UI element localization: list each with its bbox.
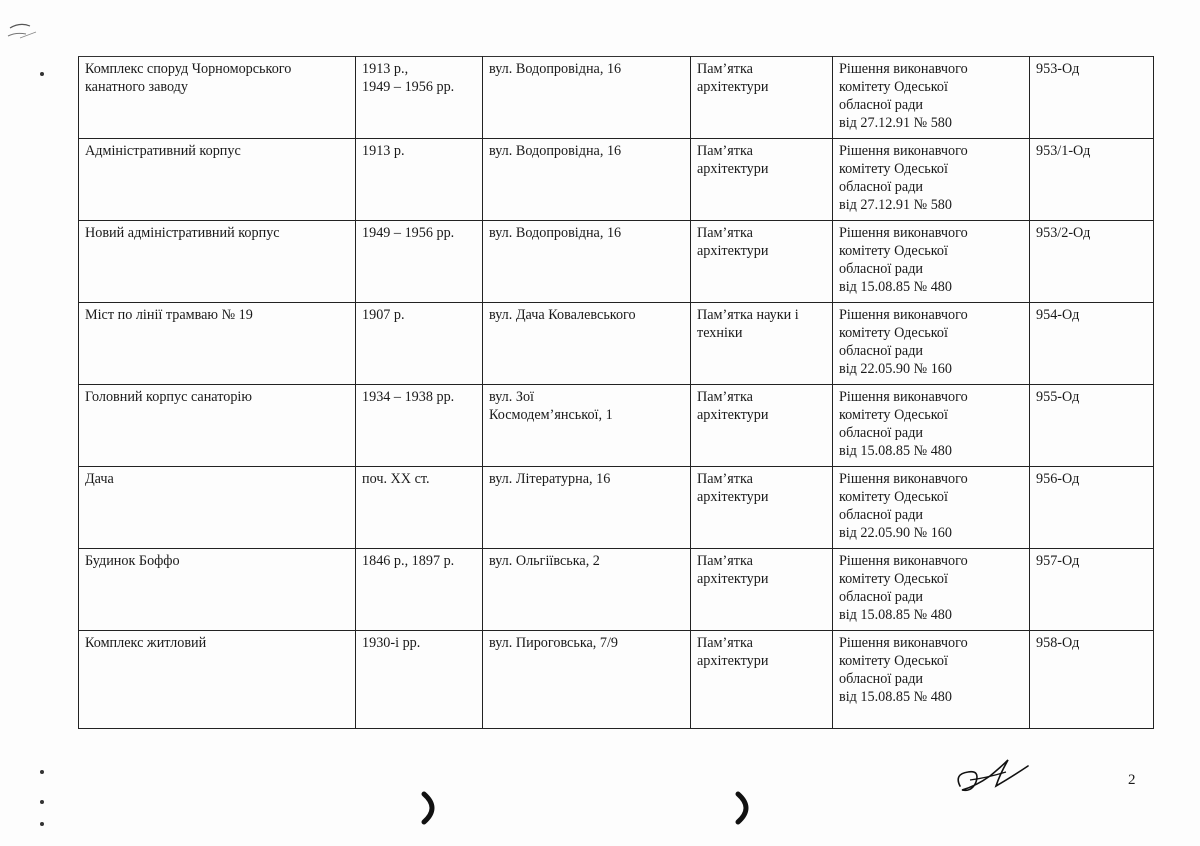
registry-number-cell: 954-Од — [1030, 303, 1154, 385]
date-cell: 1934 – 1938 рр. — [356, 385, 483, 467]
decision-cell: Рішення виконавчого комітету Одеської обласної ради від 15.08.85 № 480 — [833, 221, 1030, 303]
address-cell: вул. Водопровідна, 16 — [483, 57, 691, 139]
address-cell: вул. Зої Космодем’янської, 1 — [483, 385, 691, 467]
scan-dot — [40, 72, 44, 76]
registry-number-cell: 958-Од — [1030, 631, 1154, 729]
registry-number-cell: 953/1-Од — [1030, 139, 1154, 221]
binder-hole-mark — [732, 790, 756, 826]
decision-cell: Рішення виконавчого комітету Одеської обласної ради від 15.08.85 № 480 — [833, 631, 1030, 729]
registry-number-cell: 955-Од — [1030, 385, 1154, 467]
monument-type-cell: Пам’ятка архітектури — [691, 631, 833, 729]
address-cell: вул. Ольгіївська, 2 — [483, 549, 691, 631]
decision-cell: Рішення виконавчого комітету Одеської обласної ради від 27.12.91 № 580 — [833, 139, 1030, 221]
table-row — [79, 303, 1154, 385]
decision-cell: Рішення виконавчого комітету Одеської обласної ради від 27.12.91 № 580 — [833, 57, 1030, 139]
date-cell: 1913 р. — [356, 139, 483, 221]
date-cell: поч. ХХ ст. — [356, 467, 483, 549]
table-row — [79, 385, 1154, 467]
monument-type-cell: Пам’ятка архітектури — [691, 139, 833, 221]
date-cell: 1949 – 1956 рр. — [356, 221, 483, 303]
object-name-cell: Головний корпус санаторію — [79, 385, 356, 467]
date-cell: 1930-і рр. — [356, 631, 483, 729]
registry-number-cell: 953-Од — [1030, 57, 1154, 139]
heritage-registry-table — [78, 56, 1154, 729]
address-cell: вул. Пироговська, 7/9 — [483, 631, 691, 729]
table-row — [79, 139, 1154, 221]
address-cell: вул. Водопровідна, 16 — [483, 139, 691, 221]
date-cell: 1846 р., 1897 р. — [356, 549, 483, 631]
page-number: 2 — [1128, 772, 1136, 788]
decision-cell: Рішення виконавчого комітету Одеської обласної ради від 22.05.90 № 160 — [833, 303, 1030, 385]
address-cell: вул. Літературна, 16 — [483, 467, 691, 549]
scan-dot — [40, 822, 44, 826]
object-name-cell: Дача — [79, 467, 356, 549]
scan-dot — [40, 800, 44, 804]
object-name-cell: Адміністративний корпус — [79, 139, 356, 221]
address-cell: вул. Водопровідна, 16 — [483, 221, 691, 303]
table-row — [79, 467, 1154, 549]
scan-dot — [40, 770, 44, 774]
table-row — [79, 221, 1154, 303]
date-cell: 1907 р. — [356, 303, 483, 385]
monument-type-cell: Пам’ятка архітектури — [691, 221, 833, 303]
monument-type-cell: Пам’ятка науки і техніки — [691, 303, 833, 385]
table-row — [79, 57, 1154, 139]
object-name-cell: Комплекс житловий — [79, 631, 356, 729]
registry-number-cell: 956-Од — [1030, 467, 1154, 549]
decision-cell: Рішення виконавчого комітету Одеської обласної ради від 15.08.85 № 480 — [833, 549, 1030, 631]
handwritten-signature — [950, 752, 1040, 802]
monument-type-cell: Пам’ятка архітектури — [691, 549, 833, 631]
monument-type-cell: Пам’ятка архітектури — [691, 467, 833, 549]
table-row — [79, 549, 1154, 631]
address-cell: вул. Дача Ковалевського — [483, 303, 691, 385]
registry-number-cell: 957-Од — [1030, 549, 1154, 631]
object-name-cell: Новий адміністративний корпус — [79, 221, 356, 303]
registry-number-cell: 953/2-Од — [1030, 221, 1154, 303]
monument-type-cell: Пам’ятка архітектури — [691, 385, 833, 467]
decision-cell: Рішення виконавчого комітету Одеської обласної ради від 22.05.90 № 160 — [833, 467, 1030, 549]
object-name-cell: Будинок Боффо — [79, 549, 356, 631]
decision-cell: Рішення виконавчого комітету Одеської обласної ради від 15.08.85 № 480 — [833, 385, 1030, 467]
object-name-cell: Комплекс споруд Чорноморського канатного заводу — [79, 57, 356, 139]
binder-hole-mark — [418, 790, 442, 826]
monument-type-cell: Пам’ятка архітектури — [691, 57, 833, 139]
object-name-cell: Міст по лінії трамваю № 19 — [79, 303, 356, 385]
date-cell: 1913 р., 1949 – 1956 рр. — [356, 57, 483, 139]
table-row — [79, 631, 1154, 729]
scan-corner-mark — [6, 20, 40, 42]
